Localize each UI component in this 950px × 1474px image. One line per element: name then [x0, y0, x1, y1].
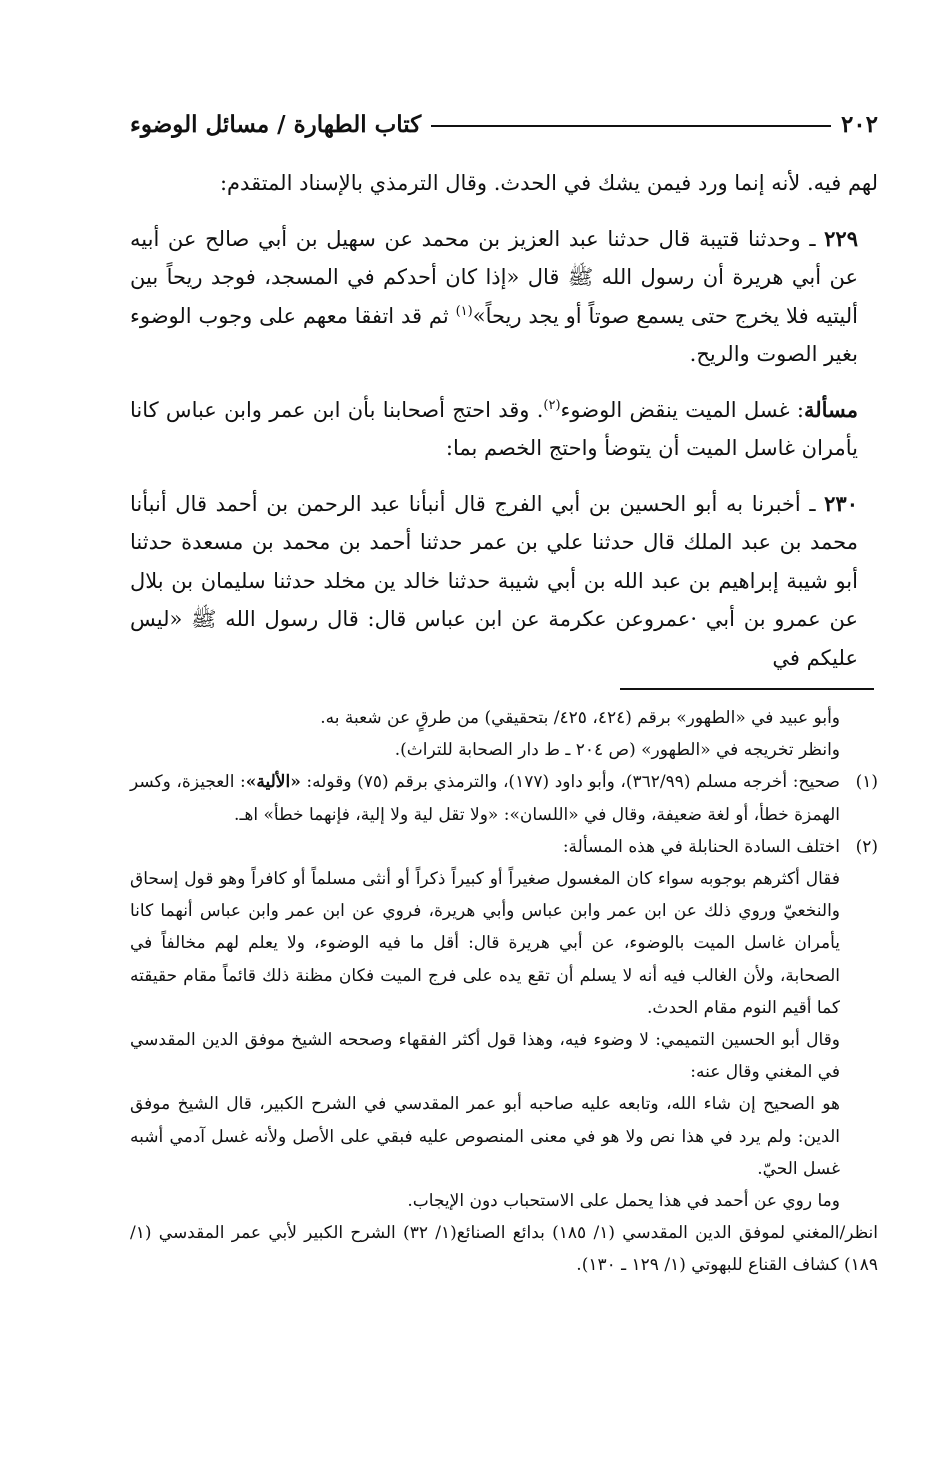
page-header: [130, 104, 878, 144]
footnote-text: صحيح: أخرجه مسلم (٣٦٢/٩٩)، وأبو داود (١٧٧)، والترمذي برقم (٧٥) وقوله:: [300, 772, 840, 793]
footnote-continuation-line: وانظر تخريجه في «الطهور» (ص ٢٠٤ ـ ط دار الصحابة للتراث).: [394, 740, 840, 761]
footnote-body: [130, 831, 840, 863]
footnote-body: [130, 766, 840, 830]
footnote-ref-1[interactable]: (١): [455, 303, 473, 319]
page-number: ٢٠٢: [840, 110, 878, 138]
issue-paragraph: [130, 391, 878, 468]
hadith-text: ـ وحدثنا قتيبة قال حدثنا عبد العزيز بن محمد عن سهيل بن أبي صالح عن أبيه عن أبي هريرة أن رسول الله ﷺ قال «إذا كان أحدكم في المسجد، فوجد ريحاً بين أليتيه فلا يخرج حتى يسمع صوتاً أو يجد ريحاً»: [130, 226, 858, 328]
footnote-line: وما روي عن أحمد في هذا يحمل على الاستحباب دون الإيجاب.: [407, 1191, 840, 1212]
footnote-references: انظر/المغني لموفق الدين المقدسي (١/ ١٨٥) بدائع الصنائع(١/ ٣٢) الشرح الكبير لأبي عمر المقدسي (١/ ١٨٩) كشاف القناع للبهوتي (١/ ١٢٩ ـ ١٣٠).: [130, 1223, 879, 1276]
paragraph-continuation: [130, 164, 878, 203]
hadith-text: ـ أخبرنا به أبو الحسين بن أبي الفرج قال أنبأنا عبد الرحمن بن أحمد قال أنبأنا محمد بن عبد الملك قال حدثنا علي بن عمر حدثنا أحمد بن محمد بن مسعدة حدثنا أبو شيبة إبراهيم بن عبد الله بن أبي شيبة حدثنا خالد ين مخلد حدثنا سليمان بن بلال عن عمرو بن أبي ·عمروعن عكرمة عن ابن عباس قال: قال رسول الله ﷺ «ليس عليكم في: [130, 491, 858, 670]
footnote-2: [130, 831, 878, 863]
footnote-bold-term: «الألية»: [245, 772, 301, 793]
footnote-text: : العجيزة، وكسر الهمزة خطأ، أو لغة ضعيفة، وقال في «اللسان»: «ولا تقل لية ولا إلية، فإنهما خطأ» اهـ.: [130, 772, 840, 825]
hadith-number: ٢٢٩: [824, 225, 858, 251]
footnote-line: اختلف السادة الحنابلة في هذه المسألة:: [562, 836, 840, 857]
header-rule: [431, 125, 831, 127]
footnotes: [130, 702, 878, 1282]
footnote-marker: (٢): [855, 836, 878, 857]
footnote-ref-2[interactable]: (٢): [543, 397, 561, 413]
footnote-divider: [620, 688, 874, 690]
issue-text-tail: . وقد احتج أصحابنا بأن ابن عمر وابن عباس كانا يأمران غاسل الميت أن يتوضأ واحتج الخصم بما:: [130, 397, 858, 460]
paragraph-1-text: لهم فيه. لأنه إنما ورد فيمن يشك في الحدث. وقال الترمذي بالإسناد المتقدم:: [219, 171, 878, 195]
footnote-1: [130, 766, 878, 830]
footnote-marker: (١): [855, 772, 878, 793]
footnote-line: فقال أكثرهم بوجوبه سواء كان المغسول صغيراً أو كبيراً ذكراً أو أنثى مسلماً أو كافراً وهو قول إسحاق والنخعيّ وروي ذلك عن ابن عمر وابن عباس وأبي هريرة، فروي عن ابن عمر وابن عباس أنهما كانا يأمران غاسل الميت بالوضوء، عن أبي هريرة قال: أقل ما فيه الوضوء، ولا يعلم لهم مخالفاً في الصحابة، ولأن الغالب فيه أنه لا يسلم أن تقع يده على فرج الميت فكان مظنة ذلك قائماً مقام حقيقته كما أقيم النوم مقام الحدث.: [130, 869, 840, 1018]
hadith-230: [130, 485, 878, 678]
footnote-line: وقال أبو الحسين التميمي: لا وضوء فيه، وهذا قول أكثر الفقهاء وصححه الشيخ موفق الدين المقدسي في المغني وقال عنه:: [130, 1030, 840, 1083]
hadith-text-tail: ثم قد اتفقا معهم على وجوب الوضوء بغير الصوت والريح.: [130, 303, 858, 366]
issue-text: : غسل الميت ينقض الوضوء: [560, 397, 804, 422]
issue-term: مسألة: [803, 396, 858, 422]
running-title: كتاب الطهارة / مسائل الوضوء: [130, 110, 422, 138]
hadith-number: ٢٣٠: [824, 490, 858, 516]
main-text: [130, 164, 878, 694]
footnote-line: هو الصحيح إن شاء الله، وتابعه عليه صاحبه أبو عمر المقدسي في الشرح الكبير، قال الشيخ موفق الدين: ولم يرد في هذا نص ولا هو في معنى المنصوص عليه فبقي على الأصل ولأنه غسل آدمي أشبه غسل الحيّ.: [130, 1094, 840, 1179]
footnote-continuation-line: وأبو عبيد في «الطهور» برقم (٤٢٤، ٤٢٥/ بتحقيقي) من طرقٍ عن شعبة به.: [320, 708, 840, 728]
hadith-229: [130, 220, 878, 374]
